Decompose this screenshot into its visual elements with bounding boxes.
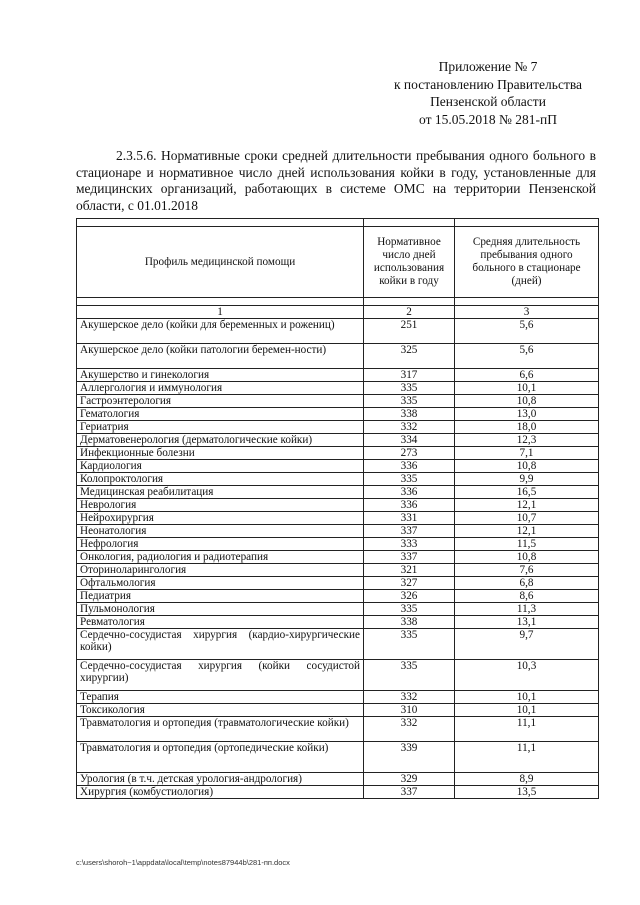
profile-cell: Травматология и ортопедия (ортопедические койки): [77, 742, 364, 773]
table-row: [77, 525, 599, 538]
avg-stay-cell: 10,7: [455, 512, 599, 525]
avg-stay-cell: 6,6: [455, 369, 599, 382]
appendix-header: [360, 58, 616, 128]
bed-days-cell: 336: [364, 499, 455, 512]
table-row: [77, 742, 599, 773]
table-header-gap: [77, 298, 599, 306]
avg-stay-cell: 12,1: [455, 525, 599, 538]
bed-days-cell: 325: [364, 344, 455, 369]
appendix-line-1: Приложение № 7: [438, 59, 538, 74]
avg-stay-cell: 13,0: [455, 408, 599, 421]
column-number-3: 3: [455, 306, 599, 319]
profile-cell: Сердечно-сосудистая хирургия (кардио-хирургические койки): [77, 629, 364, 660]
avg-stay-cell: 13,5: [455, 786, 599, 799]
avg-stay-cell: 11,3: [455, 603, 599, 616]
table-row: [77, 408, 599, 421]
profile-cell: Инфекционные болезни: [77, 447, 364, 460]
profile-cell: Хирургия (комбустиология): [77, 786, 364, 799]
table-row: [77, 421, 599, 434]
bed-days-cell: 337: [364, 551, 455, 564]
table-row: [77, 486, 599, 499]
norms-table: [76, 218, 599, 799]
profile-cell: Травматология и ортопедия (травматологические койки): [77, 717, 364, 742]
bed-days-cell: 335: [364, 603, 455, 616]
profile-cell: Дерматовенерология (дерматологические койки): [77, 434, 364, 447]
bed-days-cell: 336: [364, 486, 455, 499]
profile-cell: Токсикология: [77, 704, 364, 717]
section-intro-text: 2.3.5.6. Нормативные сроки средней длительности пребывания одного больного в стационаре и нормативное число дней использования койки в году, установленные для медицинских организаций, работающих в системе ОМС на территории Пензенской области, с 01.01.2018: [76, 148, 596, 213]
profile-cell: Медицинская реабилитация: [77, 486, 364, 499]
table-row: [77, 434, 599, 447]
table-row: [77, 447, 599, 460]
profile-cell: Кардиология: [77, 460, 364, 473]
profile-cell: Пульмонология: [77, 603, 364, 616]
column-number-row: [77, 306, 599, 319]
profile-cell: Терапия: [77, 691, 364, 704]
table-row: [77, 691, 599, 704]
table-row: [77, 473, 599, 486]
avg-stay-cell: 7,6: [455, 564, 599, 577]
profile-cell: Гериатрия: [77, 421, 364, 434]
profile-cell: Онкология, радиология и радиотерапия: [77, 551, 364, 564]
profile-cell: Оториноларингология: [77, 564, 364, 577]
avg-stay-cell: 10,8: [455, 395, 599, 408]
profile-cell: Аллергология и иммунология: [77, 382, 364, 395]
avg-stay-cell: 10,1: [455, 704, 599, 717]
appendix-line-4: от 15.05.2018 № 281-пП: [419, 111, 557, 127]
avg-stay-cell: 10,8: [455, 460, 599, 473]
table-row: [77, 512, 599, 525]
table-row: [77, 369, 599, 382]
profile-cell: Акушерское дело (койки патологии беремен-ности): [77, 344, 364, 369]
profile-cell: Акушерство и гинекология: [77, 369, 364, 382]
bed-days-cell: 335: [364, 629, 455, 660]
bed-days-cell: 337: [364, 525, 455, 538]
profile-cell: Ревматология: [77, 616, 364, 629]
table-row: [77, 660, 599, 691]
bed-days-cell: 273: [364, 447, 455, 460]
bed-days-cell: 335: [364, 473, 455, 486]
profile-cell: Сердечно-сосудистая хирургия (койки сосудистой хирургии): [77, 660, 364, 691]
table-row: [77, 603, 599, 616]
avg-stay-cell: 10,3: [455, 660, 599, 691]
avg-stay-cell: 12,1: [455, 499, 599, 512]
avg-stay-cell: 5,6: [455, 344, 599, 369]
bed-days-cell: 337: [364, 786, 455, 799]
table-row: [77, 499, 599, 512]
table-row: [77, 395, 599, 408]
avg-stay-cell: 12,3: [455, 434, 599, 447]
table-row: [77, 717, 599, 742]
profile-cell: Офтальмология: [77, 577, 364, 590]
bed-days-cell: 336: [364, 460, 455, 473]
bed-days-cell: 332: [364, 691, 455, 704]
section-intro: [76, 148, 596, 214]
file-path-footer: c:\users\shoroh~1\appdata\local\temp\notes87944b\281-пп.docx: [76, 858, 290, 867]
table-row: [77, 319, 599, 344]
avg-stay-cell: 10,1: [455, 382, 599, 395]
avg-stay-cell: 11,1: [455, 742, 599, 773]
profile-cell: Нефрология: [77, 538, 364, 551]
header-avg-stay: Средняя длительность пребывания одного больного в стационаре (дней): [455, 227, 599, 298]
profile-cell: Педиатрия: [77, 590, 364, 603]
header-bed-days: Нормативное число дней использования койки в году: [364, 227, 455, 298]
bed-days-cell: 317: [364, 369, 455, 382]
profile-cell: Неврология: [77, 499, 364, 512]
profile-cell: Гематология: [77, 408, 364, 421]
table-row: [77, 382, 599, 395]
table-row: [77, 564, 599, 577]
appendix-line-2: к постановлению Правительства: [393, 76, 583, 92]
bed-days-cell: 310: [364, 704, 455, 717]
table-row: [77, 786, 599, 799]
bed-days-cell: 335: [364, 660, 455, 691]
bed-days-cell: 332: [364, 717, 455, 742]
avg-stay-cell: 7,1: [455, 447, 599, 460]
profile-cell: Колопроктология: [77, 473, 364, 486]
avg-stay-cell: 11,1: [455, 717, 599, 742]
header-profile: Профиль медицинской помощи: [77, 227, 364, 298]
table-row: [77, 629, 599, 660]
bed-days-cell: 251: [364, 319, 455, 344]
avg-stay-cell: 8,6: [455, 590, 599, 603]
bed-days-cell: 326: [364, 590, 455, 603]
table-row: [77, 704, 599, 717]
table-body: [77, 319, 599, 799]
bed-days-cell: 333: [364, 538, 455, 551]
profile-cell: Гастроэнтерология: [77, 395, 364, 408]
avg-stay-cell: 9,9: [455, 473, 599, 486]
table-row: [77, 538, 599, 551]
bed-days-cell: 327: [364, 577, 455, 590]
table-row: [77, 616, 599, 629]
bed-days-cell: 335: [364, 395, 455, 408]
avg-stay-cell: 10,1: [455, 691, 599, 704]
bed-days-cell: 338: [364, 616, 455, 629]
avg-stay-cell: 10,8: [455, 551, 599, 564]
bed-days-cell: 334: [364, 434, 455, 447]
bed-days-cell: 338: [364, 408, 455, 421]
avg-stay-cell: 11,5: [455, 538, 599, 551]
table-row: [77, 773, 599, 786]
table-row: [77, 344, 599, 369]
profile-cell: Урология (в т.ч. детская урология-андрология): [77, 773, 364, 786]
avg-stay-cell: 8,9: [455, 773, 599, 786]
bed-days-cell: 332: [364, 421, 455, 434]
avg-stay-cell: 13,1: [455, 616, 599, 629]
table-row: [77, 590, 599, 603]
table-row: [77, 551, 599, 564]
bed-days-cell: 339: [364, 742, 455, 773]
avg-stay-cell: 9,7: [455, 629, 599, 660]
avg-stay-cell: 6,8: [455, 577, 599, 590]
table-header-row: [77, 227, 599, 298]
column-number-2: 2: [364, 306, 455, 319]
bed-days-cell: 321: [364, 564, 455, 577]
table-row: [77, 460, 599, 473]
profile-cell: Нейрохирургия: [77, 512, 364, 525]
bed-days-cell: 335: [364, 382, 455, 395]
bed-days-cell: 329: [364, 773, 455, 786]
avg-stay-cell: 18,0: [455, 421, 599, 434]
profile-cell: Акушерское дело (койки для беременных и рожениц): [77, 319, 364, 344]
appendix-line-3: Пензенской области: [430, 94, 546, 109]
table-top-gap: [77, 219, 599, 227]
column-number-1: 1: [77, 306, 364, 319]
bed-days-cell: 331: [364, 512, 455, 525]
avg-stay-cell: 5,6: [455, 319, 599, 344]
table-row: [77, 577, 599, 590]
profile-cell: Неонатология: [77, 525, 364, 538]
avg-stay-cell: 16,5: [455, 486, 599, 499]
